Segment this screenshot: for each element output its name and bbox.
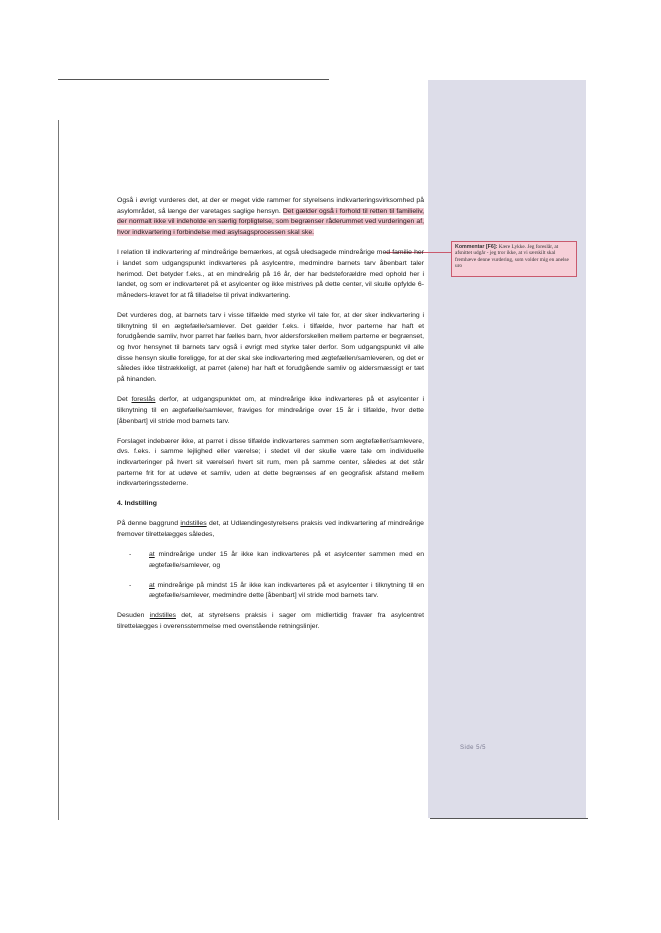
page-edge-line	[58, 120, 59, 820]
section-heading: 4. Indstilling	[117, 500, 157, 508]
paragraph-4-lead: Det	[117, 396, 132, 404]
commented-highlight[interactable]: Det gælder også i forhold til retten til familieliv, der normalt ikke vil indeholde en særlig forpligtelse, som begrænser råderummet ved vurderingen af, hvor indkvartering i forbindelse med asylsagsprocessen skal ske.	[117, 207, 425, 237]
comment-margin-pane	[428, 80, 586, 818]
bullet-dash: -	[129, 551, 132, 559]
underlined-indstilles: indstilles	[149, 612, 176, 620]
top-rule	[58, 79, 329, 80]
bullet-item-1-text: mindreårige under 15 år ikke kan indkvarteres på et asylcenter sammen med en ægtefælle/samlever, og	[149, 551, 424, 569]
paragraph-6	[117, 519, 424, 540]
paragraph-5: Forslaget indebærer ikke, at parret i disse tilfælde indkvarteres sammen som ægtefæller/samlevere, dvs. f.eks. i samme lejlighed eller værelse; i stedet vil der skulle være tale om individuelle indkvarteringer på hvert sit værelse/i hvert sit rum, men på samme center, således at det står parterne frit for at udøve et samliv, uden at dette begrænses af en geografisk afstand mellem indkvarteringsstederne.	[117, 437, 424, 488]
paragraph-6-body: det, at Udlændingestyrelsens praksis ved indkvartering af mindreårige fremover tilrettelægges således,	[117, 520, 424, 539]
bullet-item-2	[117, 581, 424, 602]
underlined-at: at	[149, 581, 155, 589]
paragraph-1	[117, 196, 424, 239]
bottom-rule	[430, 818, 588, 819]
paragraph-7	[117, 611, 424, 632]
paragraph-4	[117, 395, 424, 427]
comment-balloon[interactable]	[451, 241, 577, 277]
paragraph-7-body: det, at styrelsens praksis i sager om midlertidig fravær fra asylcentret tilrettelægges i overensstemmelse med ovenstående retningslinjer.	[117, 612, 425, 631]
paragraph-4-body: derfor, at udgangspunktet om, at mindreårige ikke indkvarteres på et asylcenter i tilknytning til en ægtefælle/samlever, fraviges for mindreårige over 15 år i tilfælde, hvor dette [åbenbart] vil stride mod barnets tarv.	[117, 396, 424, 425]
paragraph-6-lead: På denne baggrund	[117, 520, 181, 528]
paragraph-3: Det vurderes dog, at barnets tarv i visse tilfælde med styrke vil tale for, at der sker indkvartering i tilknytning til en ægtefælle/samlever. Det gælder f.eks. i tilfælde, hvor parterne har haft et forudgående samliv, hvor parret har fælles barn, hvor aldersforskellen mellem parterne er begrænset, og hvor hensynet til barnets tarv også i øvrigt med styrke taler derfor. Som udgangspunkt vil alle disse hensyn skulle foreligge, for at der skal ske indkvartering med ægtefællen/samleveren, og det er således ikke tilstrækkeligt, at parret (alene) har haft et forudgående samliv og aldersmæssigt er tæt på hinanden.	[117, 311, 424, 384]
document-body	[117, 196, 424, 642]
paragraph-7-lead: Desuden	[117, 612, 150, 620]
comment-text: Kære Lykke. Jeg foreslår, at afsnittet udgår - jeg tror ikke, at vi særskilt skal fremhæve denne vurdering, som volder mig en anelse uro	[455, 244, 569, 270]
bullet-item-1	[117, 550, 424, 571]
underlined-at: at	[149, 551, 155, 559]
page-number: Side 5/5	[460, 745, 487, 751]
comment-label: Kommentar [F6]:	[455, 244, 498, 250]
paragraph-2: I relation til indkvartering af mindreårige bemærkes, at også uledsagede mindreårige med familie her i landet som udgangspunkt indkvarteres på asylcentre, medmindre barnets tarv åbenbart taler herimod. Det betyder f.eks., at en mindreårig på 16 år, der har bedsteforældre med ophold her i landet, og som er indkvarteret på et asylcenter og ikke mistrives på dette center, vil skulle opfylde 6-måneders-kravet for at få tilladelse til privat indkvartering.	[117, 249, 424, 299]
underlined-foreslas: foreslås	[131, 396, 156, 404]
paragraph-1-text: Også i øvrigt vurderes det, at der er meget vide rammer for styrelsens indkvarteringsvirksomhed på asylområdet, så længe der varetages saglige hensyn.	[117, 197, 424, 215]
bullet-dash: -	[129, 581, 132, 589]
bullet-item-2-text: mindreårige på mindst 15 år ikke kan indkvarteres på et asylcenter i tilknytning til en ægtefælle/samlever, medmindre dette [åbenbart] vil stride mod barnets tarv.	[149, 581, 424, 600]
underlined-indstilles: indstilles	[180, 520, 207, 528]
